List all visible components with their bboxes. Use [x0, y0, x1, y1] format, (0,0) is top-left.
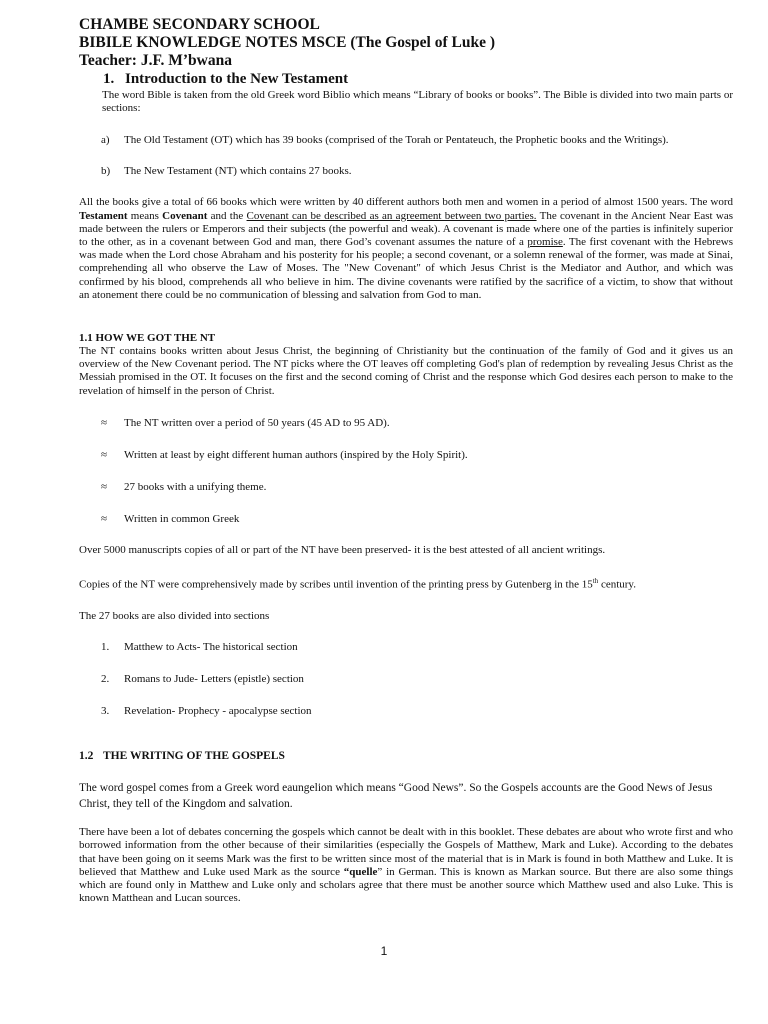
section-1-2-heading: [79, 750, 733, 763]
underlined-promise: promise: [527, 236, 563, 249]
list-marker: 3.: [101, 705, 110, 718]
underlined-definition: Covenant can be described as an agreement between two parties.: [246, 209, 537, 222]
list-item: [79, 513, 733, 526]
list-marker: a): [101, 134, 110, 147]
how-we-got-nt-paragraph: The NT contains books written about Jesus Christ, the beginning of Christianity but the continuation of the family of God and it gives us an overview of the New Covenant period. The NT picks where the OT leaves off completing God's plan of redemption by revealing Jesus Christ as the Messiah promised in the OT. It focuses on the first and the second coming of Christ and the response which God desires each person to make to the revelation of himself in the person of Christ.: [79, 345, 733, 397]
list-item: [79, 134, 733, 147]
divided-paragraph: The 27 books are also divided into sections: [79, 609, 270, 622]
text-run: and the: [207, 209, 247, 222]
text-run: ” in German. This is known as Markan source. But there are also some things which are found only in Matthew and Luke only and scholars agree that there must be another source which Matthew used and also Luke. This is known Matthean and Lucan sources.: [79, 865, 733, 905]
gospels-debate-paragraph: [79, 826, 733, 905]
text-run: All the books give a total of 66 books which were written by 40 different authors both men and women in a period of almost 1500 years. The word: [79, 196, 733, 209]
approx-bullet-icon: ≈: [101, 512, 108, 525]
list-item-text: Matthew to Acts- The historical section: [124, 641, 298, 654]
list-marker: b): [101, 165, 111, 178]
teacher-name: Teacher: J.F. M’bwana: [79, 52, 232, 69]
list-item: [79, 165, 733, 178]
bible-intro-paragraph: The word Bible is taken from the old Greek word Biblio which means “Library of books or books”. The Bible is divided into two main parts or sections:: [102, 89, 733, 115]
list-item: [79, 481, 733, 494]
text-run: . The first covenant with the Hebrews was made when the Lord chose Abraham and his posterity for his people; a second covenant, or a solemn renewal of the former, was made at Sinai, comprehending all who observe the Law of Moses. The "New Covenant" of which Jesus Christ is the Mediator and Author, and which was confirmed by his blood, comprehends all who believe in him. The divine covenants were ratified by the sacrifice of a victim, to show that without an atonement there could be no communication of blessing and salvation from God to man.: [79, 236, 733, 301]
document-page: [79, 16, 733, 905]
section-1-number: 1.: [103, 71, 115, 87]
manuscripts-paragraph: Over 5000 manuscripts copies of all or part of the NT have been preserved- it is the best attested of all ancient writings.: [79, 543, 606, 556]
approx-bullet-icon: ≈: [101, 416, 108, 429]
list-item: [79, 641, 733, 654]
section-1-title-text: Introduction to the New Testament: [125, 71, 349, 87]
list-item-text: Written at least by eight different human authors (inspired by the Holy Spirit).: [124, 448, 468, 461]
section-1-1-heading: 1.1 HOW WE GOT THE NT: [79, 332, 216, 345]
bold-covenant: Covenant: [162, 209, 208, 222]
list-marker: 1.: [101, 641, 110, 654]
list-item: [79, 417, 733, 430]
approx-bullet-icon: ≈: [101, 480, 108, 493]
section-1-2-number: 1.2: [79, 750, 94, 763]
list-item-text: The New Testament (NT) which contains 27 books.: [124, 165, 352, 178]
list-item-text: Romans to Jude- Letters (epistle) section: [124, 673, 304, 686]
page-number: 1: [380, 944, 388, 958]
text-run: Copies of the NT were comprehensively made by scribes until invention of the printing press by Gutenberg in the 15: [79, 578, 593, 591]
superscript: th: [592, 577, 599, 586]
list-item-text: The Old Testament (OT) which has 39 books (comprised of the Torah or Pentateuch, the Prophetic books and the Writings).: [124, 134, 669, 147]
text-run: means: [127, 209, 163, 222]
bold-testament: Testament: [79, 209, 128, 222]
list-item-text: Revelation- Prophecy - apocalypse section: [124, 705, 312, 718]
list-item-text: The NT written over a period of 50 years (45 AD to 95 AD).: [124, 416, 390, 429]
list-item-text: Written in common Greek: [124, 512, 240, 525]
covenant-paragraph: [79, 196, 733, 302]
gospel-definition-paragraph: The word gospel comes from a Greek word eaungelion which means “Good News”. So the Gospels accounts are the Good News of Jesus Christ, they tell of the Kingdom and salvation.: [79, 782, 713, 811]
bold-quelle: “quelle: [343, 865, 378, 878]
approx-bullet-icon: ≈: [101, 448, 108, 461]
text-run: There have been a lot of debates concerning the gospels which cannot be dealt with in this booklet. These debates are about who wrote first and who borrowed information from the other because of their similarities (especially the Gospels of Matthew, Mark and Luke). According to the debates that have been going on it seems Mark was the first to be written since most of the material that is in Mark is found in both Matthew and Luke. It is believed that Matthew and Luke used Mark as the source: [79, 826, 733, 878]
list-marker: 2.: [101, 673, 110, 686]
text-run: The covenant in the Ancient Near East was made between the rulers or Emperors and their subjects (the powerful and weak). A covenant is made where one of the parties is infinitely superior to the other, as in a covenant between God and man, there God’s covenant assumes the nature of a: [79, 209, 733, 249]
list-item: [79, 449, 733, 462]
section-1-2-title: THE WRITING OF THE GOSPELS: [103, 750, 285, 763]
section-1-title: [103, 70, 733, 88]
copies-paragraph: [79, 575, 733, 592]
list-item: [79, 705, 733, 718]
school-name: CHAMBE SECONDARY SCHOOL: [79, 16, 320, 33]
list-item-text: 27 books with a unifying theme.: [124, 480, 267, 493]
list-item: [79, 673, 733, 686]
notes-title: BIBILE KNOWLEDGE NOTES MSCE (The Gospel of Luke ): [79, 34, 495, 51]
text-run: century.: [598, 578, 636, 591]
